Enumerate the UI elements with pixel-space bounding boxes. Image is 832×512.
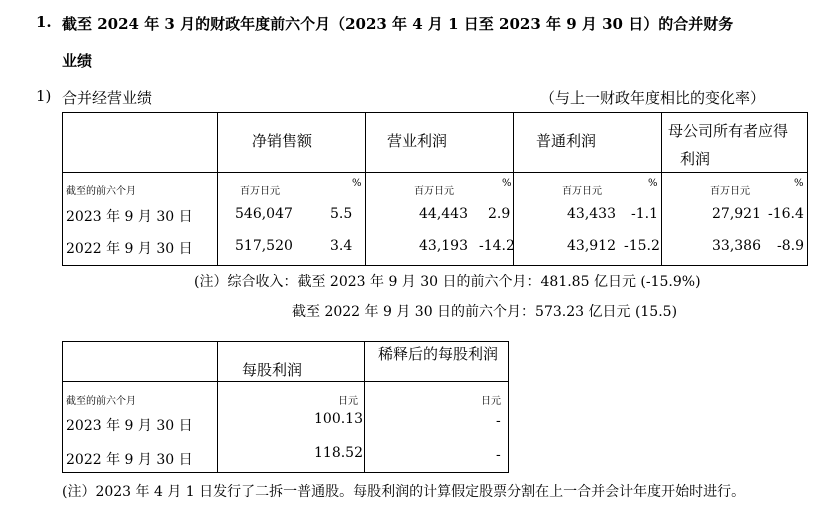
header-ordinary-profit: 普通利润 [536, 132, 597, 150]
unit-net-sales: 百万日元 [240, 186, 280, 197]
section-title-line2: 业绩 [62, 52, 93, 70]
row-label: 2022 年 9 月 30 日 [66, 452, 193, 468]
net-sales-value: 546,047 [235, 206, 293, 222]
net-sales-pct: 3.4 [330, 238, 353, 254]
header-profit-owners-2: 利润 [680, 150, 711, 168]
pct-net-sales: % [352, 178, 362, 189]
row-label: 2023 年 9 月 30 日 [66, 418, 193, 434]
unit-operating: 百万日元 [414, 186, 454, 197]
owners-value: 27,921 [712, 206, 761, 222]
ordinary-value: 43,433 [567, 206, 616, 222]
eps-table [62, 341, 509, 473]
owners-value: 33,386 [712, 238, 761, 254]
operating-pct: 2.9 [488, 206, 511, 222]
header-diluted-eps: 稀释后的每股利润 [378, 345, 499, 363]
header-eps: 每股利润 [242, 361, 303, 379]
net-sales-pct: 5.5 [330, 206, 353, 222]
stock-split-note: (注）2023 年 4 月 1 日发行了二拆一普通股。每股利润的计算假定股票分割在上一合并会计年度开始时进行。 [62, 484, 746, 500]
operating-results-table [62, 112, 808, 266]
owners-pct: -16.4 [768, 206, 804, 222]
owners-pct: -8.9 [777, 238, 804, 254]
change-rate-note: （与上一财政年度相比的变化率） [540, 89, 766, 107]
eps-value: 118.52 [314, 445, 363, 461]
operating-value: 43,193 [419, 238, 468, 254]
diluted-eps-value: - [496, 447, 501, 463]
operating-value: 44,443 [419, 206, 468, 222]
ordinary-pct: -1.1 [631, 206, 658, 222]
period-label: 截至的前六个月 [66, 186, 136, 197]
ordinary-pct: -15.2 [624, 238, 660, 254]
operating-pct: -14.2 [479, 238, 515, 254]
ordinary-value: 43,912 [567, 238, 616, 254]
net-sales-value: 517,520 [235, 238, 293, 254]
unit-eps: 日元 [338, 396, 358, 407]
header-operating-profit: 营业利润 [387, 132, 448, 150]
period-label: 截至的前六个月 [66, 396, 136, 407]
eps-value: 100.13 [314, 411, 363, 427]
pct-ordinary: % [648, 178, 658, 189]
diluted-eps-value: - [496, 413, 501, 429]
header-profit-owners: 母公司所有者应得 [668, 122, 789, 140]
pct-operating: % [502, 178, 512, 189]
comprehensive-income-note: (注）综合收入：截至 2023 年 9 月 30 日的前六个月：481.85 亿日元 (-15.9%) [194, 274, 701, 290]
row-label: 2023 年 9 月 30 日 [66, 209, 193, 225]
subsection-number: 1) [36, 87, 52, 105]
section-number: 1. [36, 13, 52, 31]
comprehensive-income-note-2: 截至 2022 年 9 月 30 日的前六个月：573.23 亿日元 (15.5) [292, 304, 678, 320]
unit-owners: 百万日元 [710, 186, 750, 197]
unit-ordinary: 百万日元 [562, 186, 602, 197]
row-label: 2022 年 9 月 30 日 [66, 241, 193, 257]
header-net-sales: 净销售额 [252, 132, 313, 150]
section-title-line1: 截至 2024 年 3 月的财政年度前六个月（2023 年 4 月 1 日至 2023 年 9 月 30 日）的合并财务 [62, 15, 734, 33]
subsection-title: 合并经营业绩 [62, 89, 153, 107]
pct-owners: % [794, 178, 804, 189]
unit-diluted-eps: 日元 [481, 396, 501, 407]
